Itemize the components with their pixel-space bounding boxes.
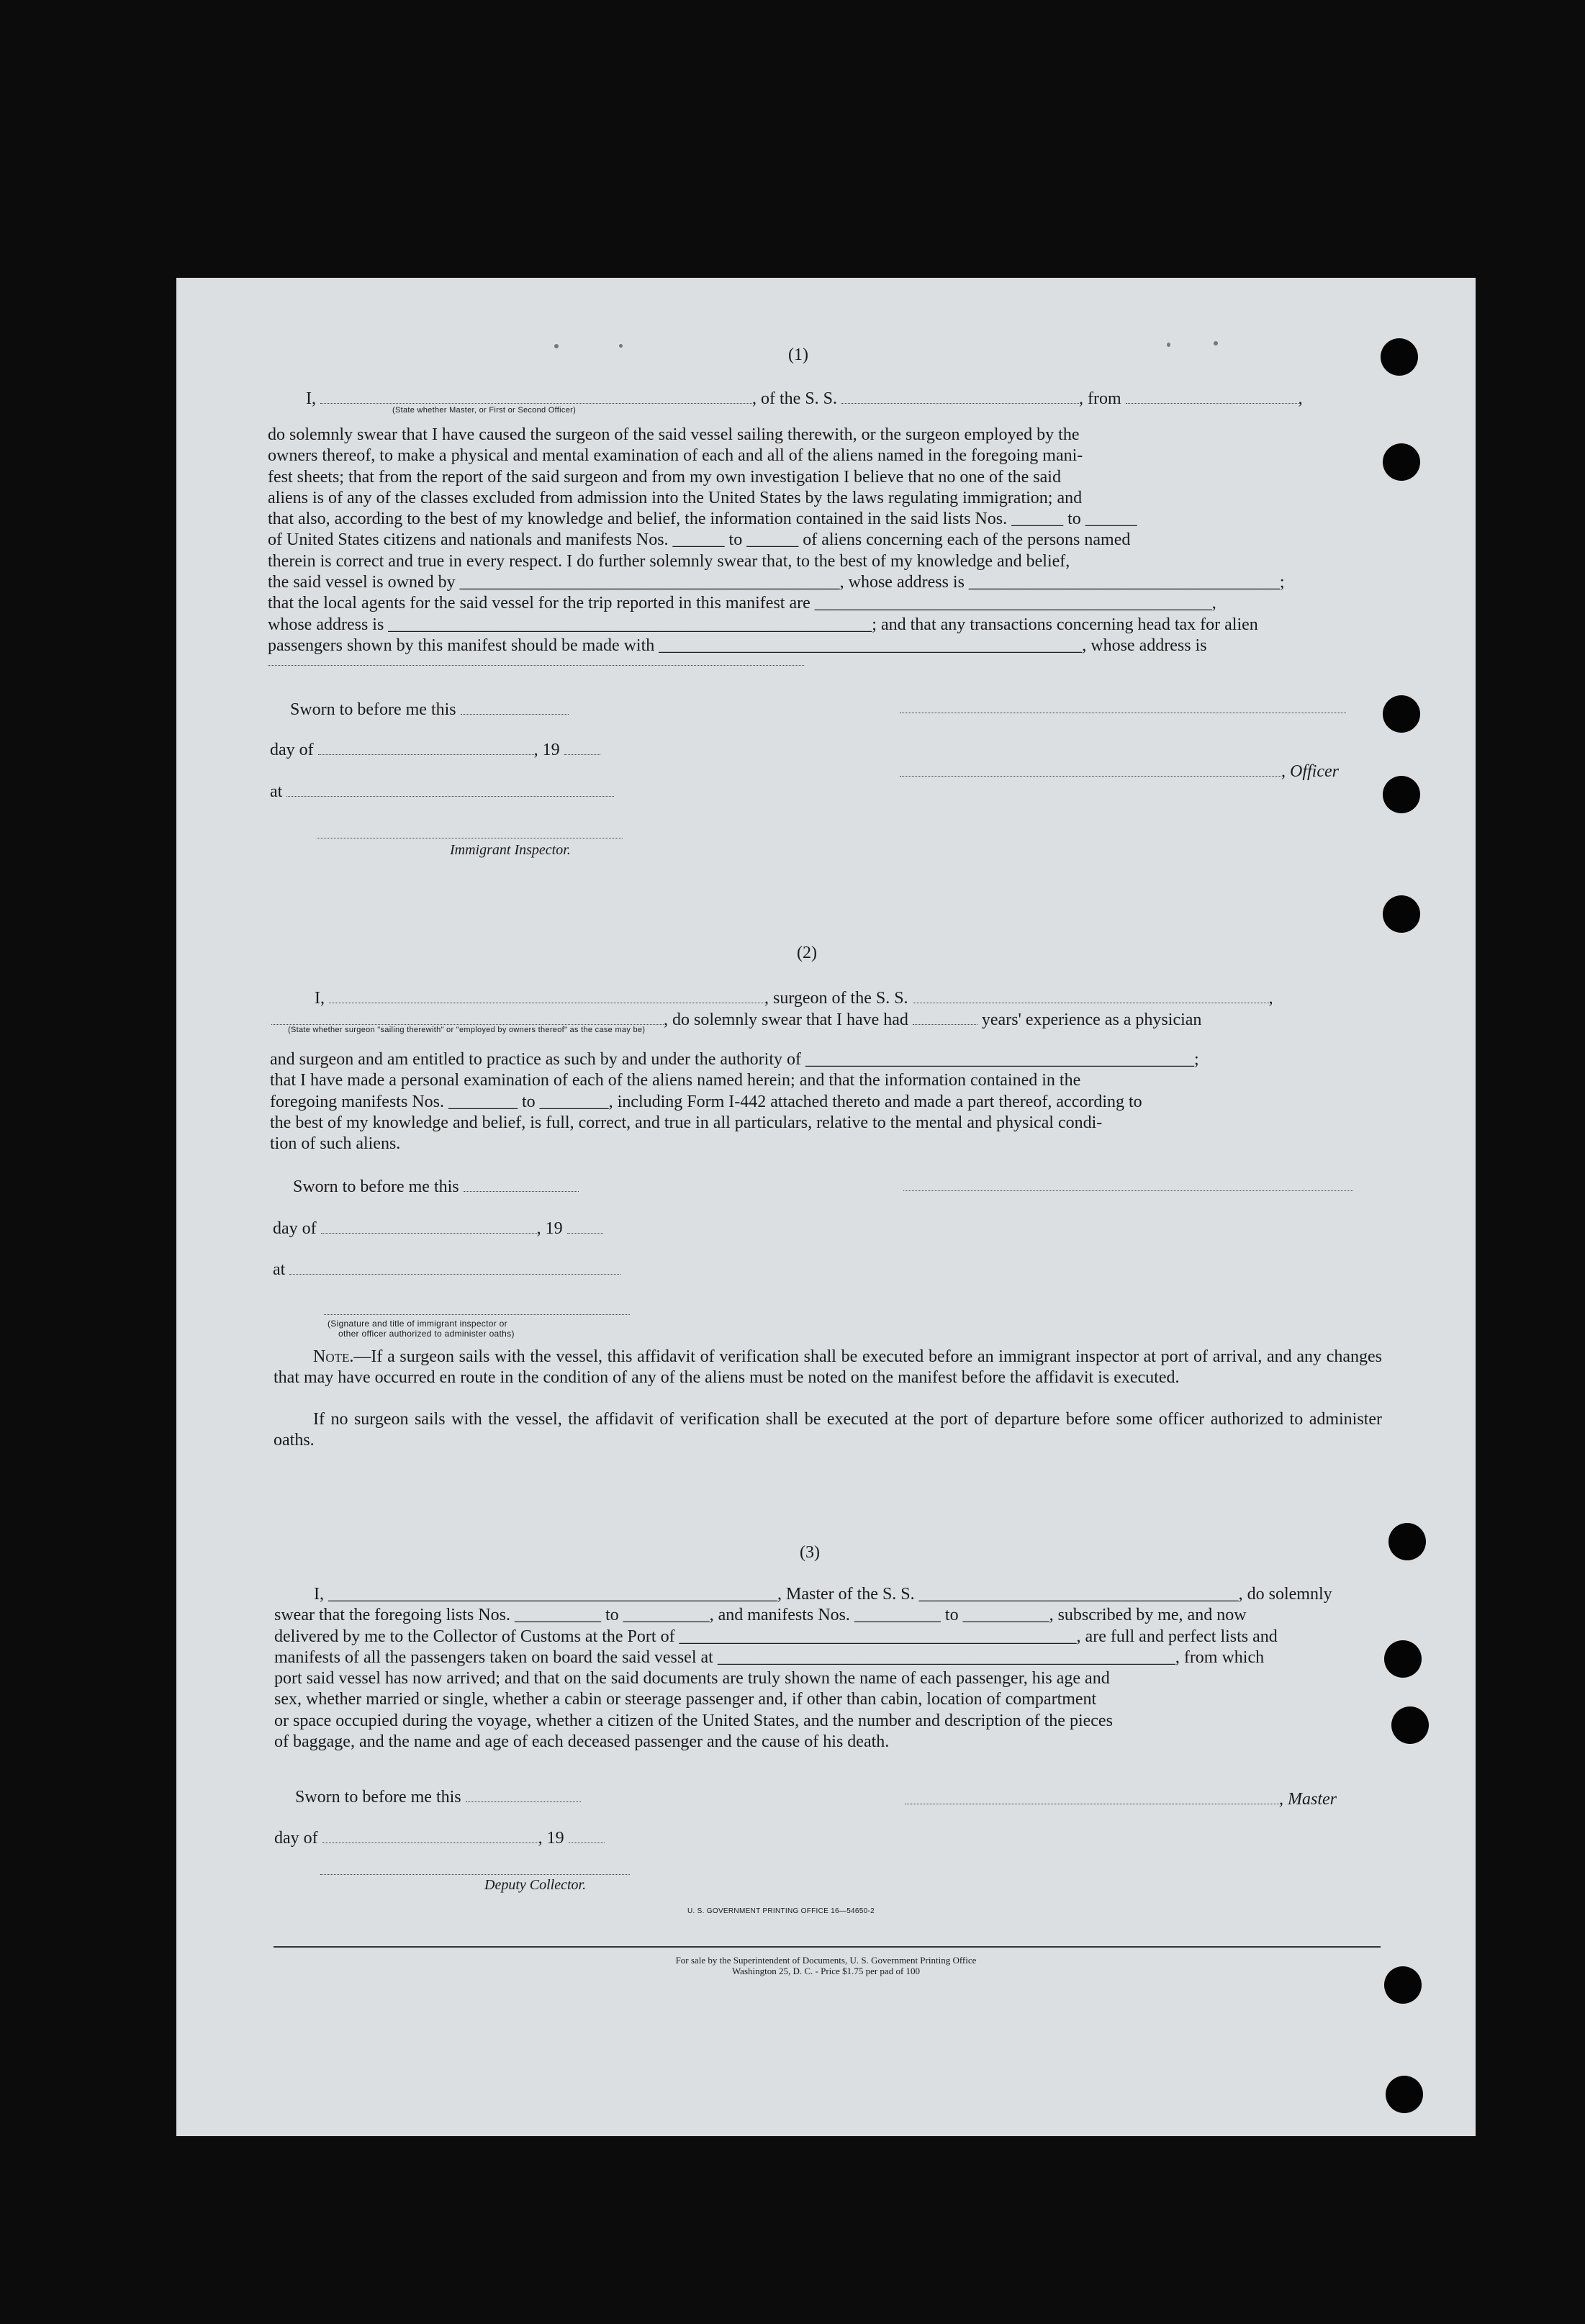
- section-3-text: [274, 1584, 1384, 1753]
- whose-address-continuation-field[interactable]: [268, 665, 804, 666]
- surgeon-hint: (State whether surgeon "sailing therewith" or "employed by owners thereof" as the case may be): [288, 1026, 646, 1034]
- scan-speck: [1167, 343, 1170, 347]
- section-3-line: or space occupied during the voyage, whether a citizen of the United States, and the number and description of the pieces: [274, 1711, 1113, 1730]
- day-of-label: day of: [273, 1219, 317, 1238]
- collector-label: Deputy Collector.: [484, 1877, 587, 1893]
- section-1-line: owners thereof, to make a physical and mental examination of each and all of the aliens named in the foregoing mani-: [268, 446, 1083, 466]
- surgeon-ship-field[interactable]: [913, 985, 1269, 1003]
- master-label: , Master: [1279, 1790, 1337, 1809]
- year-label: , 19: [533, 741, 560, 759]
- section-1-officer-line: [900, 759, 1339, 782]
- printing-office-line: U. S. GOVERNMENT PRINTING OFFICE 16—54650-2: [687, 1907, 875, 1915]
- section-2-line: and surgeon and am entitled to practice as such by and under the authority of _____________________________________________;: [270, 1050, 1199, 1069]
- signature-hint-2: other officer authorized to administer oaths): [338, 1329, 515, 1339]
- at-place-field[interactable]: [289, 1257, 620, 1275]
- administering-officer-signature-line[interactable]: [324, 1314, 630, 1315]
- officer-label: , Officer: [1281, 762, 1339, 781]
- section-2-line: tion of such aliens.: [270, 1134, 401, 1154]
- sworn-date-field[interactable]: [464, 1174, 579, 1192]
- punch-hole-3: [1383, 695, 1420, 733]
- section-2-first-line: [315, 985, 1273, 1008]
- section-3-line: manifests of all the passengers taken on board the said vessel at _____________________________________________________, from which: [274, 1647, 1265, 1667]
- section-2-at-line: [273, 1257, 620, 1280]
- day-of-field[interactable]: [318, 737, 534, 755]
- section-1-line: that also, according to the best of my knowledge and belief, the information contained in the said lists Nos. ______ to ______: [268, 510, 1137, 529]
- day-of-field[interactable]: [322, 1825, 538, 1843]
- ship-name-field[interactable]: [841, 386, 1079, 404]
- note-label: Note.: [313, 1347, 354, 1366]
- section-2-number: (2): [797, 944, 817, 962]
- section-3-line: delivered by me to the Collector of Customs at the Port of ______________________________________________, are full and perfect lists and: [274, 1627, 1278, 1646]
- section-2-comma: ,: [1268, 989, 1273, 1008]
- officer-name-field[interactable]: [320, 386, 752, 404]
- at-label: at: [270, 782, 283, 801]
- sale-line-2: Washington 25, D. C. - Price $1.75 per pad of 100: [731, 1966, 921, 1976]
- punch-hole-5: [1383, 895, 1420, 933]
- section-1-i-label: I,: [306, 389, 316, 408]
- section-1-day-line: [270, 737, 600, 760]
- section-2-text: [270, 1049, 1383, 1154]
- at-place-field[interactable]: [286, 779, 614, 797]
- officer-hint: (State whether Master, or First or Second Officer): [392, 406, 577, 415]
- scan-speck: [1214, 341, 1218, 345]
- punch-hole-10: [1386, 2076, 1423, 2113]
- section-2-sworn-line: [293, 1174, 579, 1197]
- section-1-from-label: , from: [1079, 389, 1121, 408]
- section-1-text: [268, 425, 1380, 656]
- year-field[interactable]: [564, 737, 600, 755]
- section-3-line: I, ____________________________________________________, Master of the S. S. _____________________________________, do solemnly: [314, 1585, 1332, 1604]
- punch-hole-1: [1381, 338, 1418, 376]
- section-2-line: that I have made a personal examination of each of the aliens named herein; and that the information contained in the: [270, 1071, 1081, 1090]
- surgeon-ship-label: , surgeon of the S. S.: [764, 989, 908, 1008]
- section-1-number: (1): [788, 345, 808, 364]
- note-text: —If a surgeon sails with the vessel, this affidavit of verification shall be executed before an immigrant inspector at port of arrival, and any changes that may have occurred en route in the condition of any of the aliens must be noted on the manifest before the affidavit is executed.: [274, 1347, 1382, 1387]
- years-experience-field[interactable]: [913, 1007, 977, 1025]
- section-3-master-line: [905, 1786, 1337, 1809]
- year-field[interactable]: [569, 1825, 605, 1843]
- section-2-i-label: I,: [315, 989, 325, 1008]
- section-1-line: whose address is ________________________________________________________; and that any transactions concerning head tax for alien: [268, 615, 1258, 634]
- section-1-comma: ,: [1298, 389, 1303, 408]
- years-experience-label: years' experience as a physician: [981, 1010, 1202, 1029]
- section-3-number: (3): [800, 1543, 820, 1562]
- surgeon-signature-line[interactable]: [903, 1190, 1353, 1191]
- surgeon-note-2: [274, 1409, 1382, 1451]
- section-1-ship-label: , of the S. S.: [752, 389, 838, 408]
- section-1-sworn-line: [290, 697, 569, 720]
- inspector-label: Immigrant Inspector.: [450, 842, 571, 858]
- section-1-line: the said vessel is owned by ____________________________________________, whose address is ____________________________________;: [268, 573, 1285, 592]
- sale-line-1: For sale by the Superintendent of Documents, U. S. Government Printing Office: [675, 1955, 977, 1966]
- master-signature-field[interactable]: [905, 1786, 1279, 1804]
- year-field[interactable]: [567, 1216, 603, 1234]
- sworn-date-field[interactable]: [466, 1784, 581, 1802]
- surgeon-note: [274, 1347, 1382, 1388]
- day-of-label: day of: [270, 741, 314, 759]
- sworn-label: Sworn to before me this: [290, 700, 456, 719]
- punch-hole-7: [1384, 1640, 1422, 1678]
- surgeon-name-field[interactable]: [329, 985, 764, 1003]
- day-of-field[interactable]: [321, 1216, 537, 1234]
- sworn-label: Sworn to before me this: [293, 1177, 459, 1196]
- punch-hole-4: [1383, 776, 1420, 813]
- surgeon-swear-label: , do solemnly swear that I have had: [664, 1010, 908, 1029]
- officer-signature-field[interactable]: [900, 759, 1281, 777]
- year-label: , 19: [536, 1219, 563, 1238]
- footer-rule: [274, 1946, 1381, 1948]
- section-3-line: swear that the foregoing lists Nos. __________ to __________, and manifests Nos. __________ to __________, subscribed by me, and now: [274, 1606, 1247, 1625]
- section-3-sworn-line: [295, 1784, 581, 1807]
- collector-signature-line[interactable]: [320, 1874, 630, 1875]
- note-text-2: If no surgeon sails with the vessel, the affidavit of verification shall be executed at the port of departure before some officer authorized to administer oaths.: [274, 1410, 1382, 1450]
- section-1-line: fest sheets; that from the report of the said surgeon and from my own investigation I believe that no one of the said: [268, 467, 1061, 487]
- sworn-label: Sworn to before me this: [295, 1788, 461, 1807]
- at-label: at: [273, 1260, 286, 1279]
- from-port-field[interactable]: [1126, 386, 1299, 404]
- section-1-line: of United States citizens and nationals and manifests Nos. ______ to ______ of aliens concerning each of the persons named: [268, 530, 1131, 550]
- section-1-at-line: [270, 779, 614, 802]
- section-2-day-line: [273, 1216, 603, 1239]
- section-3-line: of baggage, and the name and age of each deceased passenger and the cause of his death.: [274, 1732, 890, 1752]
- signature-hint-1: (Signature and title of immigrant inspector or: [328, 1319, 507, 1329]
- section-3-line: port said vessel has now arrived; and that on the said documents are truly shown the name of each passenger, his age and: [274, 1669, 1110, 1688]
- sworn-date-field[interactable]: [461, 697, 569, 715]
- punch-hole-2: [1383, 443, 1420, 481]
- scan-speck: [619, 344, 623, 348]
- section-3-line: sex, whether married or single, whether a cabin or steerage passenger and, if other than cabin, location of compartment: [274, 1690, 1097, 1709]
- section-1-line: do solemnly swear that I have caused the surgeon of the said vessel sailing therewith, or the surgeon employed by the: [268, 425, 1080, 444]
- day-of-label: day of: [274, 1829, 318, 1848]
- punch-hole-6: [1388, 1523, 1426, 1560]
- section-1-line: therein is correct and true in every respect. I do further solemnly swear that, to the best of my knowledge and belief,: [268, 551, 1070, 571]
- year-label: , 19: [538, 1829, 564, 1848]
- section-2-line: the best of my knowledge and belief, is full, correct, and true in all particulars, relative to the mental and physical condi-: [270, 1113, 1103, 1132]
- section-1-line: passengers shown by this manifest should be made with _________________________________________________, whose address is: [268, 636, 1207, 655]
- section-1-line: aliens is of any of the classes excluded from admission into the United States by the laws regulating immigration; and: [268, 488, 1083, 507]
- section-2-line: foregoing manifests Nos. ________ to ________, including Form I-442 attached thereto and made a part thereof, according to: [270, 1092, 1142, 1111]
- punch-hole-8: [1391, 1706, 1429, 1744]
- surgeon-status-field[interactable]: [271, 1007, 664, 1025]
- section-1-line: that the local agents for the said vessel for the trip reported in this manifest are ______________________________________________,: [268, 594, 1216, 613]
- manifest-affidavit-sheet: [176, 278, 1476, 2136]
- section-3-day-line: [274, 1825, 605, 1848]
- scan-speck: [554, 344, 559, 348]
